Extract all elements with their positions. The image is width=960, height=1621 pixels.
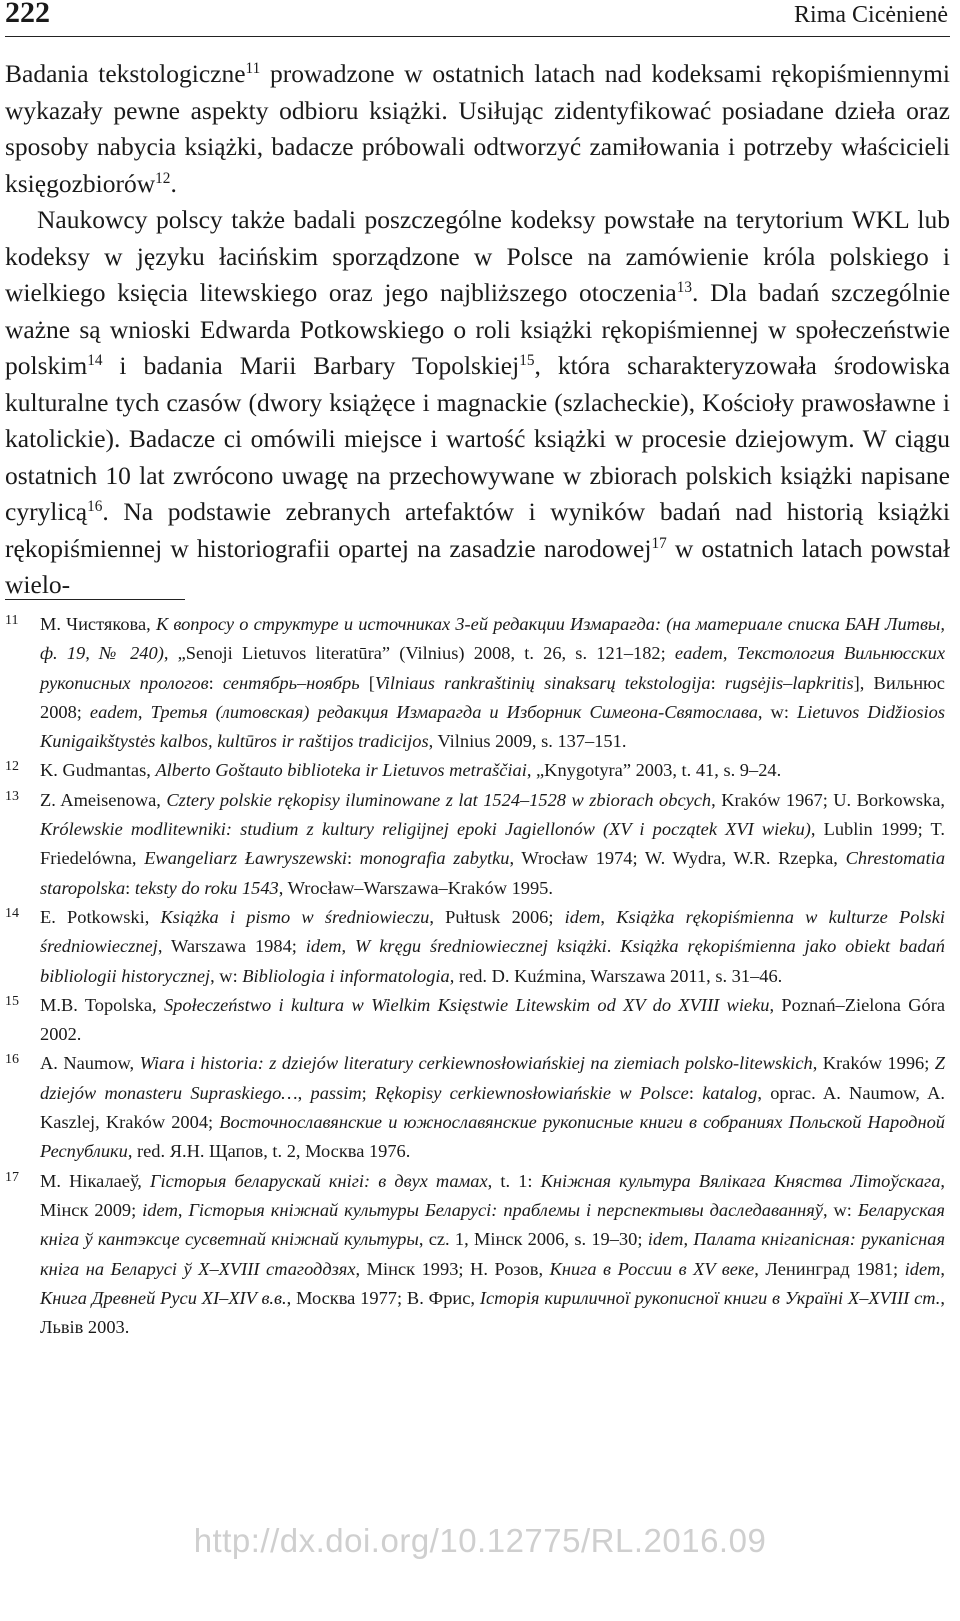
footnote-text: Третья (литовская) редакция Измарагда и Изборник Симеона-Святослава: [150, 701, 758, 722]
footnote-text: , oprac. A. Naumow, A. Kaszlej, Kraków 2004;: [40, 1082, 945, 1133]
footnote-text: ,: [341, 936, 356, 957]
text-span: Badania tekstologiczne: [5, 59, 246, 88]
footnote-text: eadem: [674, 643, 723, 664]
footnote-text: Alberto Goštauto biblioteka ir Lietuvos metraščiai: [155, 760, 527, 781]
footnote-text: rugsėjis–lapkritis: [724, 672, 854, 693]
footnote-text: idem: [305, 936, 342, 957]
text-span: . Na podstawie zebranych artefaktów i wyników badań nad historią książki rękopiśmiennej w historiografii opartej na zasadzie narodowej: [5, 497, 950, 563]
footnote-text: ,: [297, 1082, 311, 1103]
text-span: . Dla badań szczególnie ważne są wnioski Edwarda Potkowskiego o roli książki rękopiśmiennej w społeczeństwie polskim: [5, 278, 951, 380]
footnote-text: сентябрь–ноябрь: [222, 672, 360, 693]
text-span: , która scharakteryzowała środowiska kulturalne tych czasów (dwory książęce i magnackie (szlacheckie), Kościoły prawosławne i katolickie). Badacze ci omówili miejsce i wartość książki w procesie dziejowym. W ciągu ostatnich 10 lat zwrócono uwagę na przechowywane w zbiorach polskich książki napisane cyrylicą: [5, 351, 950, 526]
footnote-number: 14: [5, 905, 19, 921]
footnote-text: Lietuvos Didžiosios Kunigaikštystės kalbos, kultūros ir raštijos tradicijos: [40, 701, 946, 752]
footnote-11: [5, 610, 945, 756]
footnote-text: , Warszawa 1984;: [157, 936, 306, 957]
footnote-text: Восточнославянские и южнославянские рукописные книги в собраниях Польской Народной Республики: [40, 1112, 946, 1162]
footnote-text: ], Вильнюс 2008;: [40, 672, 945, 722]
footnote-text: [: [359, 672, 375, 693]
footnote-ref-13[interactable]: 13: [676, 278, 693, 296]
text-span: .: [170, 168, 177, 198]
footnote-text: Гісторыя беларускай кнігі: в двух тамах: [150, 1170, 488, 1191]
footnote-text: idem: [564, 906, 601, 927]
footnote-text: monografia zabytku: [359, 848, 510, 869]
running-head-author: Rima Cicėnienė: [794, 2, 948, 28]
footnote-text: Ewangeliarz Ławryszewski: [144, 848, 348, 869]
footnote-13: [5, 786, 945, 903]
footnote-text: ,: [683, 1229, 694, 1250]
footnote-text: idem: [142, 1199, 178, 1220]
footnotes: [5, 610, 945, 1342]
footnote-text: K. Gudmantas,: [40, 760, 156, 781]
footnote-number: 17: [5, 1169, 19, 1185]
footnote-text: Książka rękopiśmienna jako obiekt badań bibliologii historycznej: [40, 936, 945, 986]
footnote-text: idem: [647, 1229, 684, 1250]
footnote-text: idem: [904, 1258, 941, 1279]
footnote-text: ,: [600, 906, 617, 927]
footnote-text: , cz. 1, Мінск 2006, s. 19–30;: [418, 1229, 648, 1250]
text-span: Naukowcy polscy także badali poszczególne kodeksy powstałe na terytorium WKL lub kodeksy w języku łacińskim sporządzone w Polsce na zamówienie króla polskiego i wielkiego księcia litewskiego oraz jego najbliższego otoczenia: [5, 205, 950, 307]
paragraph-2: [5, 202, 950, 604]
footnote-ref-14[interactable]: 14: [87, 351, 103, 369]
footnote-text: , Pułtusk 2006;: [429, 906, 565, 927]
footnote-text: Палата кнігапісная: рукапісная кніга на Беларусі ў X–XVIII стагоддзях: [40, 1229, 945, 1279]
footnote-text: Bibliologia i informatologia: [242, 965, 450, 986]
footnote-text: , Vilnius 2009, s. 137–151.: [428, 731, 627, 752]
footnote-text: teksty do roku 1543: [134, 877, 279, 898]
footnote-number: 11: [5, 613, 19, 628]
footnote-text: :: [208, 672, 223, 693]
footnote-text: Cztery polskie rękopisy iluminowane z lat 1524–1528 w zbiorach obcych: [166, 789, 712, 810]
footnote-text: , Мінск 2009;: [40, 1170, 946, 1220]
footnote-ref-15[interactable]: 15: [519, 351, 535, 369]
footnote-text: Книга Древней Руси XI–XIV в.в.: [40, 1287, 287, 1308]
footnote-text: A. Naumow,: [40, 1053, 140, 1074]
footnote-text: , w:: [757, 701, 797, 722]
footnote-text: Vilniaus rankraštinių sinaksarų tekstologija: [374, 672, 711, 693]
footnote-text: Z dziejów monasteru Supraskiego…: [40, 1053, 945, 1103]
footnote-14: [5, 903, 945, 991]
footnote-text: Беларуская кніга ў кантэксце сусветнай кніжнай культуры: [40, 1199, 945, 1250]
footnote-text: Z. Ameisenowa,: [40, 789, 167, 810]
footnote-text: passim: [310, 1082, 362, 1103]
footnote-text: Rękopisy cerkiewnosłowiańskie w Polsce: [374, 1082, 689, 1103]
footnote-12: [5, 756, 945, 785]
footnote-number: 13: [5, 788, 19, 804]
footnote-text: , Poznań–Zielona Góra 2002.: [40, 994, 946, 1045]
footnote-number: 12: [5, 759, 19, 775]
footnote-text: , Ленинград 1981;: [754, 1258, 905, 1279]
footnote-text: , red. Я.Н. Щапов, t. 2, Москва 1976.: [127, 1141, 411, 1162]
footnote-text: :: [710, 672, 725, 693]
footnote-text: ;: [361, 1082, 375, 1103]
footnote-text: Królewskie modlitewniki: studium z kultury religijnej epoki Jagiellonów (XV i początek XVI wieku): [40, 819, 811, 840]
footnote-text: Książka rękopiśmienna w kulturze Polski średniowiecznej: [40, 906, 945, 957]
footnote-text: , „Senoji Lietuvos literatūra” (Vilnius) 2008, t. 26, s. 121–182;: [163, 643, 675, 664]
footnote-text: , red. D. Kuźmina, Warszawa 2011, s. 31–46.: [449, 965, 783, 986]
footnote-text: Гісторыя кніжнай культуры Беларусі: праблемы і перспектывы даследаванняў: [188, 1199, 823, 1220]
footnote-text: М. Нікалаеў,: [40, 1170, 151, 1191]
footnote-text: , Kraków 1996;: [812, 1053, 935, 1074]
footnote-text: К вопросу о структуре и источниках 3-ей редакции Измарагда: (на материале списка БАН Литвы, ф. 19, № 240): [40, 614, 945, 664]
footnote-text: Книга в России в XV веке: [549, 1258, 755, 1279]
footnote-text: katalog: [702, 1082, 758, 1103]
footnote-text: , Мінск 1993; Н. Розов,: [355, 1258, 550, 1279]
footnote-text: Текстология Вильнюсских рукописных прологов: [40, 643, 945, 693]
footnote-number: 16: [5, 1052, 19, 1068]
footnote-text: , w:: [822, 1199, 858, 1220]
footnote-text: ,: [722, 643, 737, 664]
footnote-text: eadem: [89, 701, 138, 722]
footnote-text: .: [606, 936, 621, 957]
footnote-separator: [5, 599, 185, 600]
footnote-text: Кніжная культура Вялікага Княства Літоўскага: [540, 1170, 941, 1191]
footnote-text: Społeczeństwo i kultura w Wielkim Księstwie Litewskim od XV do XVIII wieku: [163, 994, 770, 1015]
text-span: i badania Marii Barbary Topolskiej: [102, 351, 520, 380]
footnote-number: 15: [5, 993, 19, 1009]
footnote-ref-17[interactable]: 17: [651, 534, 667, 552]
footnote-text: , Львів 2003.: [40, 1287, 945, 1338]
footnote-text: ,: [177, 1199, 189, 1220]
footnote-text: , t. 1:: [487, 1170, 541, 1191]
page-number: 222: [5, 0, 50, 29]
footnote-text: Książka i pismo w średniowieczu: [160, 906, 430, 927]
footnote-text: :: [688, 1082, 703, 1103]
footnote-text: Історія кириличної рукописної книги в Україні X–XVIII ст.: [479, 1287, 941, 1308]
footnote-text: , Wrocław 1974; W. Wydra, W.R. Rzepka,: [509, 848, 846, 869]
footnote-text: W kręgu średniowiecznej książki: [355, 936, 607, 957]
footnote-text: , Lublin 1999; T. Friedelówna,: [40, 819, 945, 869]
footnote-text: :: [347, 848, 360, 869]
footnote-ref-16[interactable]: 16: [87, 497, 103, 515]
footnote-ref-12[interactable]: 12: [155, 169, 171, 187]
main-text: [5, 56, 950, 604]
paragraph-1: [5, 56, 950, 202]
text-span: prowadzone w ostatnich latach nad kodeksami rękopiśmiennymi wykazały pewne aspekty odbioru książki. Usiłując zidentyfikować posiadane dzieła oraz sposoby nabycia książki, badacze próbowali odtworzyć zamiłowania i potrzeby właścicieli księgozbiorów: [5, 59, 950, 198]
footnote-text: , Wrocław–Warszawa–Kraków 1995.: [278, 877, 553, 898]
footnote-16: [5, 1049, 945, 1166]
footnote-text: М. Чистякова,: [40, 614, 156, 634]
footnote-text: M.B. Topolska,: [40, 994, 164, 1015]
footnote-15: [5, 991, 945, 1050]
footnote-text: , Kraków 1967; U. Borkowska,: [711, 789, 946, 810]
footnote-text: , w:: [210, 965, 243, 986]
footnote-17: [5, 1167, 945, 1343]
footnote-text: Wiara i historia: z dziejów literatury cerkiewnosłowiańskiej na ziemiach polsko-litewskich: [139, 1053, 813, 1074]
footnote-text: ,: [940, 1258, 946, 1279]
text-span: w ostatnich latach powstał wielo-: [5, 533, 950, 599]
footnote-text: , „Knygotyra” 2003, t. 41, s. 9–24.: [526, 760, 782, 781]
doi-watermark: http://dx.doi.org/10.12775/RL.2016.09: [193, 1522, 767, 1559]
footnote-ref-11[interactable]: 11: [245, 59, 261, 77]
footnote-text: ,: [137, 701, 151, 722]
footnote-text: :: [125, 877, 135, 898]
page-header: [5, 0, 950, 37]
footnote-text: Chrestomatia staropolska: [40, 848, 946, 898]
footnote-text: , Москва 1977; В. Фрис,: [286, 1287, 480, 1308]
footnote-text: E. Potkowski,: [40, 906, 161, 927]
